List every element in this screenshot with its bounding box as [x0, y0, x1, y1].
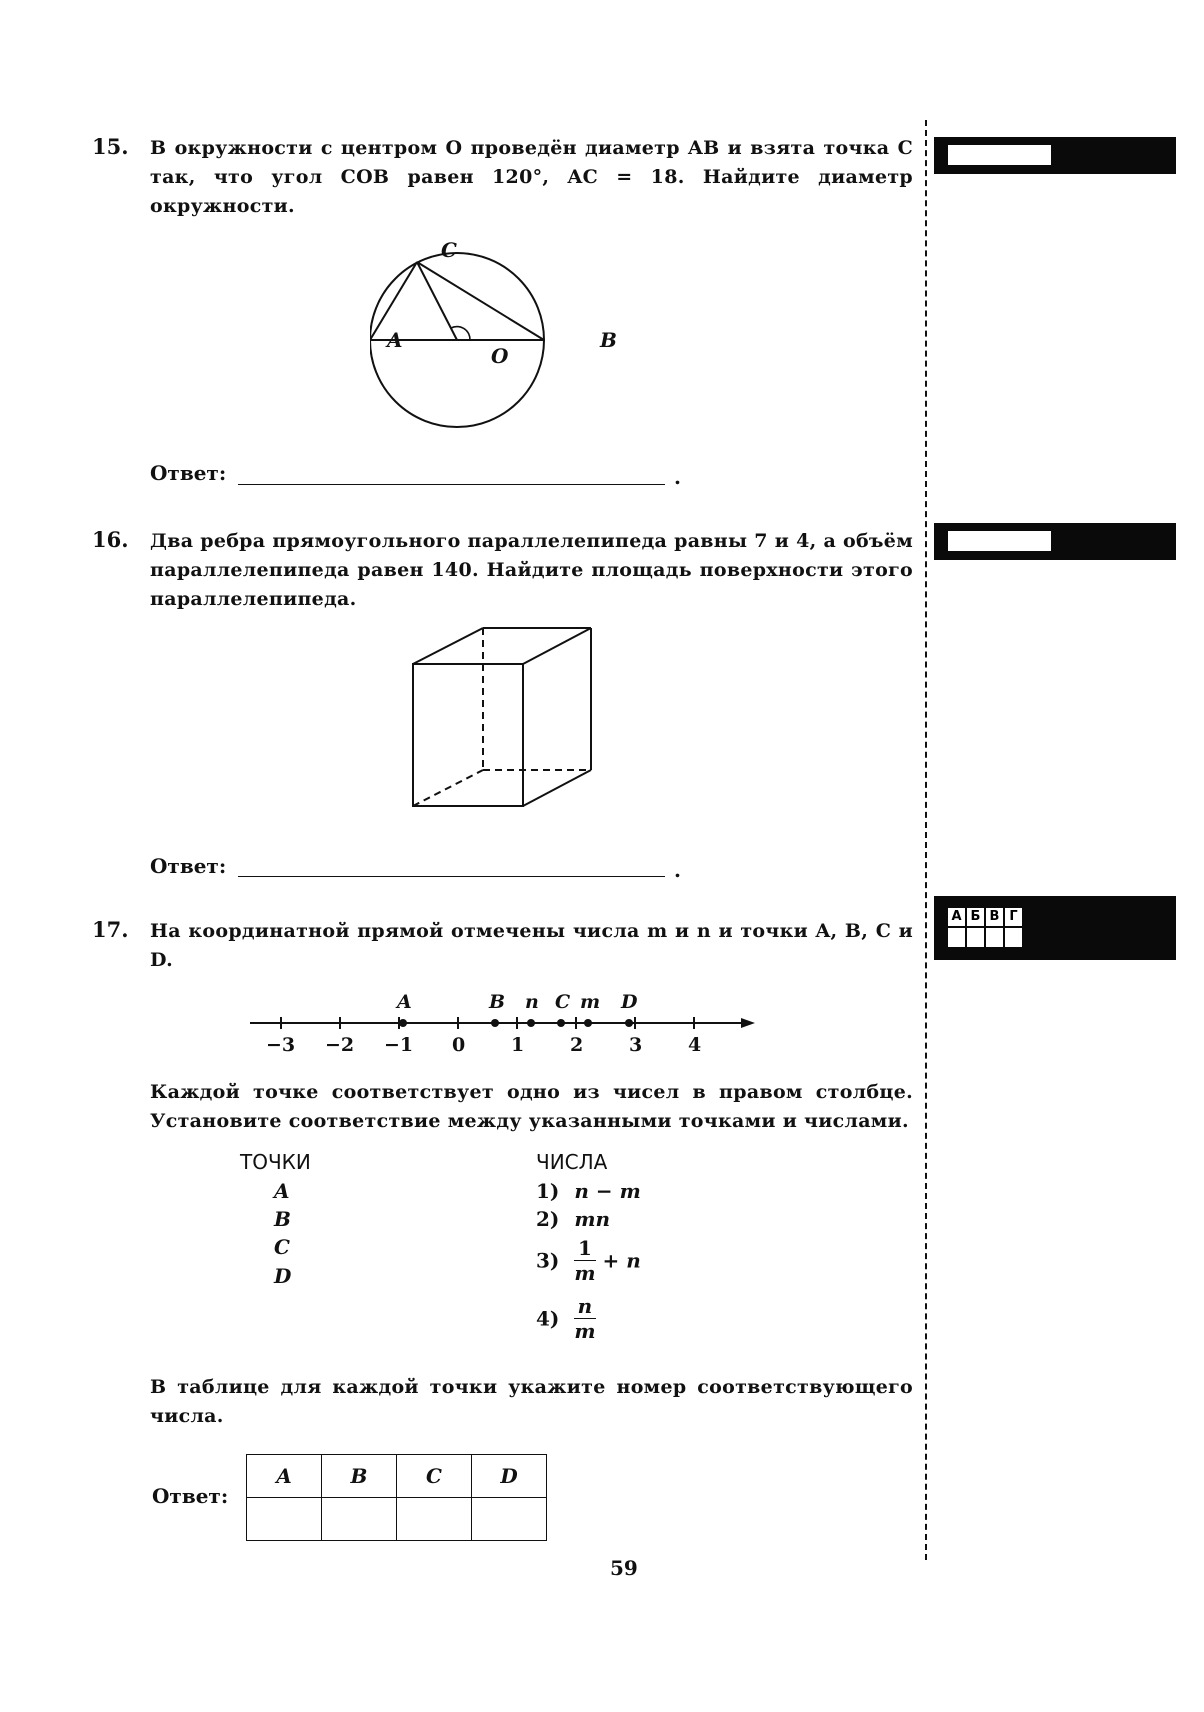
tick-label: 3 [629, 1034, 643, 1056]
answer-cell-d[interactable] [472, 1498, 547, 1541]
tick-label: −2 [325, 1034, 355, 1056]
task-16-number: 16. [92, 527, 129, 552]
edge [413, 628, 483, 664]
tick-label: 4 [688, 1034, 702, 1056]
answer-table-header-d: D [472, 1455, 547, 1498]
option-4-denominator: m [574, 1319, 596, 1343]
task-16-answer-line [238, 876, 665, 877]
grid-cell [1005, 928, 1022, 947]
grid-letter-b: Б [967, 908, 984, 926]
point-c [557, 1019, 565, 1027]
edge [523, 770, 591, 806]
point-d [625, 1019, 633, 1027]
edge [523, 628, 591, 664]
answer-entry-field-15 [948, 145, 1051, 165]
label-a: A [387, 328, 403, 352]
option-4 [536, 1294, 596, 1343]
tick-label: 1 [511, 1034, 525, 1056]
option-3-denominator: m [574, 1261, 596, 1285]
grid-letter-v: В [986, 908, 1003, 926]
label-b: B [600, 328, 617, 352]
box-figure [405, 620, 605, 820]
point-m [584, 1019, 592, 1027]
option-2 [536, 1207, 610, 1231]
answer-cell-a[interactable] [247, 1498, 322, 1541]
task-17-text-3: В таблице для каждой точки укажите номер соответствующего числа. [150, 1376, 913, 1427]
task-16-answer-label: Ответ: [150, 854, 227, 878]
nl-label-n: n [525, 991, 539, 1013]
answer-table-header-c: C [397, 1455, 472, 1498]
cut-line [925, 120, 927, 1560]
answer-table-input-row [247, 1498, 547, 1541]
grid-cell [986, 928, 1003, 947]
option-4-number: 4) [536, 1306, 560, 1331]
answer-box-16 [934, 523, 1176, 560]
answer-box-15 [934, 137, 1176, 174]
answer-cell-b[interactable] [322, 1498, 397, 1541]
option-3-numerator: 1 [574, 1236, 595, 1261]
answer-table-header-row [247, 1455, 547, 1498]
tick-label: −3 [266, 1034, 296, 1056]
option-4-numerator: n [574, 1294, 595, 1319]
task-17-number: 17. [92, 917, 129, 942]
point-item-a: A [274, 1179, 290, 1203]
axis-arrow [741, 1018, 755, 1028]
points-header: ТОЧКИ [240, 1150, 311, 1174]
point-item-b: B [274, 1207, 291, 1231]
circle-figure [370, 235, 630, 435]
answer-table-header-a: A [247, 1455, 322, 1498]
point-n [527, 1019, 535, 1027]
task-16-answer-end: . [674, 858, 681, 882]
nl-label-d: D [621, 991, 638, 1013]
task-17-text-2: Каждой точке соответствует одно из чисел в правом столбце. Установите соответствие между указанными точками и числами. [150, 1081, 913, 1132]
task-15-answer-line [238, 484, 665, 485]
answer-table [246, 1454, 547, 1541]
option-2-number: 2) [536, 1207, 560, 1231]
option-2-expr: mn [574, 1207, 611, 1231]
nl-label-b: B [489, 991, 506, 1013]
label-o: O [491, 344, 509, 368]
grid-cell [948, 928, 965, 947]
tick-label: 2 [570, 1034, 584, 1056]
task-17-text: На координатной прямой отмечены числа m и n и точки A, B, C и D. [150, 920, 913, 971]
option-1-expr: n − m [574, 1179, 641, 1203]
task-15-answer-label: Ответ: [150, 461, 227, 485]
grid-letter-g: Г [1005, 908, 1022, 926]
option-1 [536, 1179, 641, 1203]
answer-table-header-b: B [322, 1455, 397, 1498]
nl-label-a: A [397, 991, 412, 1013]
task-15-number: 15. [92, 134, 129, 159]
option-3 [536, 1236, 641, 1285]
option-4-fraction [574, 1294, 595, 1343]
grid-cell [967, 928, 984, 947]
label-c: C [441, 238, 457, 262]
point-item-d: D [274, 1264, 292, 1288]
option-3-number: 3) [536, 1248, 560, 1273]
option-3-fraction [574, 1236, 595, 1285]
point-a [399, 1019, 407, 1027]
option-3-tail: + n [602, 1248, 641, 1273]
numbers-header: ЧИСЛА [536, 1150, 608, 1174]
answer-box-17 [934, 896, 1176, 960]
point-b [491, 1019, 499, 1027]
point-item-c: C [274, 1235, 290, 1259]
answer-entry-field-16 [948, 531, 1051, 551]
task-17-answer-label: Ответ: [152, 1484, 229, 1508]
tick-label: −1 [384, 1034, 414, 1056]
hidden-edge [413, 770, 483, 806]
grid-letter-a: А [948, 908, 965, 926]
page-number: 59 [610, 1556, 638, 1580]
nl-label-c: C [555, 991, 571, 1013]
tick-label: 0 [452, 1034, 466, 1056]
nl-label-m: m [580, 991, 601, 1013]
task-15-answer-end: . [674, 465, 681, 489]
answer-cell-c[interactable] [397, 1498, 472, 1541]
option-1-number: 1) [536, 1179, 560, 1203]
front-face [413, 664, 523, 806]
task-16-text: Два ребра прямоугольного параллелепипеда равны 7 и 4, а объём параллелепипеда равен 140. Найдите площадь поверхности этого параллелепипеда. [150, 530, 913, 610]
task-15-text: В окружности с центром O проведён диаметр AB и взята точка C так, что угол COB равен 120°, AC = 18. Найдите диаметр окружности. [150, 137, 913, 217]
